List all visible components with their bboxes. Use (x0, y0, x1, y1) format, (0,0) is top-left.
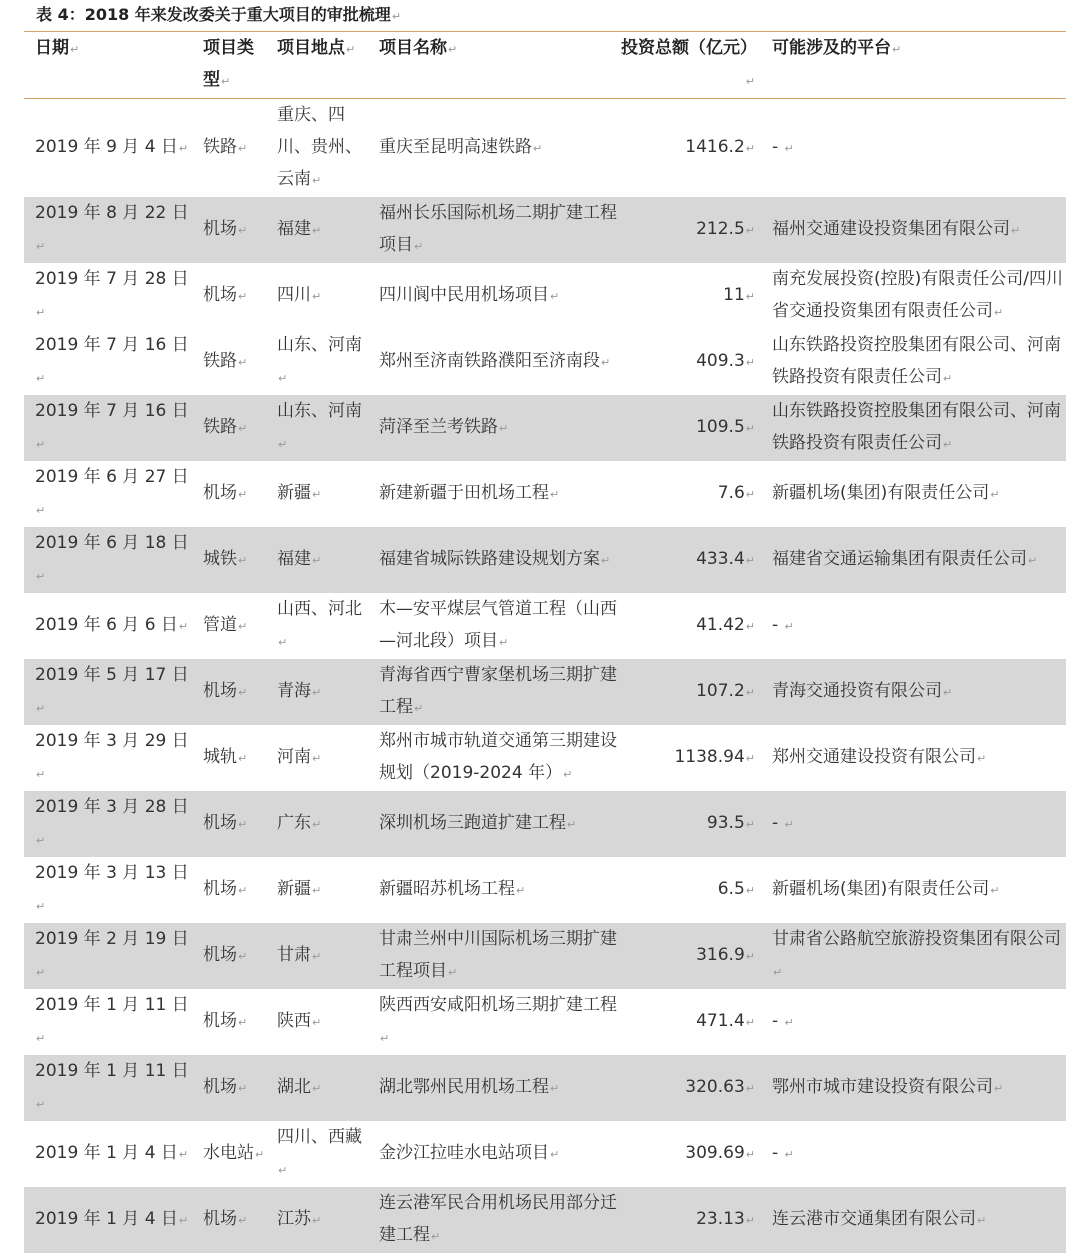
cell-date: 2019 年 1 月 11 日↵ (24, 989, 192, 1055)
table-row (24, 791, 1066, 857)
table-row (24, 857, 1066, 923)
cell-location: 河南↵ (266, 725, 368, 791)
paragraph-mark-icon: ↵ (990, 884, 999, 897)
table-row (24, 989, 1066, 1055)
paragraph-mark-icon: ↵ (746, 884, 755, 897)
cell-type: 铁路↵ (192, 329, 266, 395)
paragraph-mark-icon: ↵ (238, 818, 247, 831)
paragraph-mark-icon: ↵ (414, 702, 423, 715)
cell-platform: 山东铁路投资控股集团有限公司、河南铁路投资有限责任公司↵ (761, 395, 1066, 461)
header-date: 日期↵ (24, 32, 192, 99)
paragraph-mark-icon: ↵ (312, 174, 321, 187)
paragraph-mark-icon: ↵ (312, 950, 321, 963)
cell-location: 湖北↵ (266, 1055, 368, 1121)
cell-type: 机场↵ (192, 659, 266, 725)
paragraph-mark-icon: ↵ (746, 950, 755, 963)
paragraph-mark-icon: ↵ (785, 620, 794, 633)
paragraph-mark-icon: ↵ (414, 240, 423, 253)
table-row (24, 395, 1066, 461)
paragraph-mark-icon: ↵ (36, 240, 45, 253)
paragraph-mark-icon: ↵ (312, 884, 321, 897)
paragraph-mark-icon: ↵ (36, 702, 45, 715)
header-row (24, 32, 1066, 99)
cell-investment: 471.4↵ (621, 989, 761, 1055)
header-type: 项目类型↵ (192, 32, 266, 99)
cell-investment: 309.69↵ (621, 1121, 761, 1187)
paragraph-mark-icon: ↵ (255, 1148, 264, 1161)
cell-investment: 316.9↵ (621, 923, 761, 989)
cell-platform: - ↵ (761, 989, 1066, 1055)
table-row (24, 923, 1066, 989)
cell-date: 2019 年 3 月 13 日↵ (24, 857, 192, 923)
cell-investment: 11↵ (621, 263, 761, 329)
paragraph-mark-icon: ↵ (746, 554, 755, 567)
cell-type: 机场↵ (192, 857, 266, 923)
cell-investment: 1138.94↵ (621, 725, 761, 791)
paragraph-mark-icon: ↵ (238, 290, 247, 303)
paragraph-mark-icon: ↵ (746, 1148, 755, 1161)
cell-project-name: 福州长乐国际机场二期扩建工程项目↵ (368, 197, 621, 263)
cell-investment: 320.63↵ (621, 1055, 761, 1121)
paragraph-mark-icon: ↵ (746, 356, 755, 369)
paragraph-mark-icon: ↵ (238, 422, 247, 435)
cell-type: 机场↵ (192, 989, 266, 1055)
cell-platform: 山东铁路投资控股集团有限公司、河南铁路投资有限责任公司↵ (761, 329, 1066, 395)
cell-investment: 1416.2↵ (621, 99, 761, 198)
cell-investment: 107.2↵ (621, 659, 761, 725)
cell-type: 机场↵ (192, 197, 266, 263)
cell-project-name: 重庆至昆明高速铁路↵ (368, 99, 621, 198)
header-platform: 可能涉及的平台↵ (761, 32, 1066, 99)
paragraph-mark-icon: ↵ (550, 1082, 559, 1095)
cell-location: 四川↵ (266, 263, 368, 329)
paragraph-mark-icon: ↵ (601, 356, 610, 369)
paragraph-mark-icon: ↵ (533, 142, 542, 155)
cell-date: 2019 年 6 月 27 日↵ (24, 461, 192, 527)
paragraph-mark-icon: ↵ (550, 488, 559, 501)
cell-platform: 新疆机场(集团)有限责任公司↵ (761, 857, 1066, 923)
paragraph-mark-icon: ↵ (563, 768, 572, 781)
paragraph-mark-icon: ↵ (746, 142, 755, 155)
table-caption-text: 表 4：2018 年来发改委关于重大项目的审批梳理 (36, 5, 391, 24)
cell-type: 水电站↵ (192, 1121, 266, 1187)
paragraph-mark-icon: ↵ (36, 768, 45, 781)
table-row (24, 461, 1066, 527)
paragraph-mark-icon: ↵ (36, 504, 45, 517)
paragraph-mark-icon: ↵ (746, 818, 755, 831)
cell-project-name: 郑州至济南铁路濮阳至济南段↵ (368, 329, 621, 395)
paragraph-mark-icon: ↵ (238, 752, 247, 765)
paragraph-mark-icon: ↵ (36, 1098, 45, 1111)
table-row (24, 1187, 1066, 1253)
paragraph-mark-icon: ↵ (179, 1148, 188, 1161)
cell-project-name: 新疆昭苏机场工程↵ (368, 857, 621, 923)
paragraph-mark-icon: ↵ (746, 224, 755, 237)
cell-location: 新疆↵ (266, 461, 368, 527)
cell-location: 重庆、四川、贵州、云南↵ (266, 99, 368, 198)
cell-project-name: 福建省城际铁路建设规划方案↵ (368, 527, 621, 593)
paragraph-mark-icon: ↵ (179, 1214, 188, 1227)
cell-project-name: 四川阆中民用机场项目↵ (368, 263, 621, 329)
table-row (24, 527, 1066, 593)
paragraph-mark-icon: ↵ (312, 1082, 321, 1095)
cell-type: 机场↵ (192, 263, 266, 329)
paragraph-mark-icon: ↵ (785, 142, 794, 155)
paragraph-mark-icon: ↵ (312, 554, 321, 567)
paragraph-mark-icon: ↵ (36, 372, 45, 385)
paragraph-mark-icon: ↵ (312, 224, 321, 237)
paragraph-mark-icon: ↵ (499, 422, 508, 435)
paragraph-mark-icon: ↵ (36, 1032, 45, 1045)
paragraph-mark-icon: ↵ (36, 834, 45, 847)
paragraph-mark-icon: ↵ (312, 290, 321, 303)
header-location: 项目地点↵ (266, 32, 368, 99)
cell-date: 2019 年 3 月 29 日↵ (24, 725, 192, 791)
paragraph-mark-icon: ↵ (36, 570, 45, 583)
cell-location: 山西、河北↵ (266, 593, 368, 659)
paragraph-mark-icon: ↵ (785, 1148, 794, 1161)
cell-project-name: 新建新疆于田机场工程↵ (368, 461, 621, 527)
cell-project-name: 菏泽至兰考铁路↵ (368, 395, 621, 461)
paragraph-mark-icon: ↵ (977, 1214, 986, 1227)
cell-location: 福建↵ (266, 527, 368, 593)
cell-type: 铁路↵ (192, 99, 266, 198)
table-row (24, 263, 1066, 329)
cell-location: 福建↵ (266, 197, 368, 263)
paragraph-mark-icon: ↵ (238, 1082, 247, 1095)
paragraph-mark-icon: ↵ (380, 1032, 389, 1045)
paragraph-mark-icon: ↵ (278, 636, 287, 649)
cell-project-name: 金沙江拉哇水电站项目↵ (368, 1121, 621, 1187)
cell-investment: 41.42↵ (621, 593, 761, 659)
cell-platform: 甘肃省公路航空旅游投资集团有限公司↵ (761, 923, 1066, 989)
cell-type: 管道↵ (192, 593, 266, 659)
cell-project-name: 甘肃兰州中川国际机场三期扩建工程项目↵ (368, 923, 621, 989)
cell-location: 青海↵ (266, 659, 368, 725)
cell-date: 2019 年 1 月 4 日↵ (24, 1121, 192, 1187)
table-row (24, 1055, 1066, 1121)
paragraph-mark-icon: ↵ (601, 554, 610, 567)
paragraph-mark-icon: ↵ (431, 1230, 440, 1243)
cell-date: 2019 年 7 月 28 日↵ (24, 263, 192, 329)
cell-platform: - ↵ (761, 791, 1066, 857)
cell-type: 机场↵ (192, 1055, 266, 1121)
paragraph-mark-icon: ↵ (1028, 554, 1037, 567)
paragraph-mark-icon: ↵ (785, 1016, 794, 1029)
cell-location: 山东、河南↵ (266, 329, 368, 395)
paragraph-mark-icon: ↵ (550, 1148, 559, 1161)
cell-platform: 新疆机场(集团)有限责任公司↵ (761, 461, 1066, 527)
cell-investment: 7.6↵ (621, 461, 761, 527)
table-caption (36, 4, 401, 28)
cell-location: 广东↵ (266, 791, 368, 857)
cell-project-name: 连云港军民合用机场民用部分迁建工程↵ (368, 1187, 621, 1253)
header-name: 项目名称↵ (368, 32, 621, 99)
paragraph-mark-icon: ↵ (746, 422, 755, 435)
paragraph-mark-icon: ↵ (238, 356, 247, 369)
paragraph-mark-icon: ↵ (36, 900, 45, 913)
paragraph-mark-icon: ↵ (746, 620, 755, 633)
cell-date: 2019 年 1 月 4 日↵ (24, 1187, 192, 1253)
paragraph-mark-icon: ↵ (312, 686, 321, 699)
paragraph-mark-icon: ↵ (312, 752, 321, 765)
cell-date: 2019 年 5 月 17 日↵ (24, 659, 192, 725)
paragraph-mark-icon: ↵ (238, 224, 247, 237)
cell-platform: - ↵ (761, 99, 1066, 198)
paragraph-mark-icon: ↵ (785, 818, 794, 831)
header-investment: 投资总额（亿元）↵ (621, 32, 761, 99)
paragraph-mark-icon: ↵ (1011, 224, 1020, 237)
paragraph-mark-icon: ↵ (238, 1016, 247, 1029)
table-row (24, 1121, 1066, 1187)
cell-date: 2019 年 3 月 28 日↵ (24, 791, 192, 857)
paragraph-mark-icon: ↵ (746, 752, 755, 765)
paragraph-mark-icon: ↵ (943, 372, 952, 385)
cell-date: 2019 年 7 月 16 日↵ (24, 395, 192, 461)
table-row (24, 593, 1066, 659)
cell-investment: 433.4↵ (621, 527, 761, 593)
cell-location: 江苏↵ (266, 1187, 368, 1253)
paragraph-mark-icon: ↵ (994, 306, 1003, 319)
cell-project-name: 木—安平煤层气管道工程（山西—河北段）项目↵ (368, 593, 621, 659)
paragraph-mark-icon: ↵ (746, 686, 755, 699)
paragraph-mark-icon: ↵ (278, 1164, 287, 1177)
cell-location: 甘肃↵ (266, 923, 368, 989)
cell-platform: - ↵ (761, 1121, 1066, 1187)
cell-type: 城铁↵ (192, 527, 266, 593)
paragraph-mark-icon: ↵ (312, 818, 321, 831)
paragraph-mark-icon: ↵ (990, 488, 999, 501)
table-row (24, 197, 1066, 263)
paragraph-mark-icon: ↵ (516, 884, 525, 897)
paragraph-mark-icon: ↵ (746, 1082, 755, 1095)
cell-location: 山东、河南↵ (266, 395, 368, 461)
cell-project-name: 深圳机场三跑道扩建工程↵ (368, 791, 621, 857)
paragraph-mark-icon: ↵ (550, 290, 559, 303)
cell-date: 2019 年 8 月 22 日↵ (24, 197, 192, 263)
cell-location: 陕西↵ (266, 989, 368, 1055)
paragraph-mark-icon: ↵ (977, 752, 986, 765)
cell-type: 机场↵ (192, 461, 266, 527)
cell-platform: - ↵ (761, 593, 1066, 659)
cell-investment: 6.5↵ (621, 857, 761, 923)
cell-type: 机场↵ (192, 1187, 266, 1253)
cell-location: 四川、西藏↵ (266, 1121, 368, 1187)
paragraph-mark-icon: ↵ (448, 966, 457, 979)
table-row (24, 99, 1066, 198)
table-row (24, 659, 1066, 725)
cell-type: 铁路↵ (192, 395, 266, 461)
paragraph-mark-icon: ↵ (392, 10, 401, 23)
paragraph-mark-icon: ↵ (238, 142, 247, 155)
paragraph-mark-icon: ↵ (746, 290, 755, 303)
cell-investment: 109.5↵ (621, 395, 761, 461)
paragraph-mark-icon: ↵ (238, 620, 247, 633)
table-row (24, 725, 1066, 791)
cell-investment: 409.3↵ (621, 329, 761, 395)
table-header (24, 32, 1066, 99)
cell-investment: 93.5↵ (621, 791, 761, 857)
cell-type: 机场↵ (192, 791, 266, 857)
paragraph-mark-icon: ↵ (238, 884, 247, 897)
paragraph-mark-icon: ↵ (278, 438, 287, 451)
paragraph-mark-icon: ↵ (238, 488, 247, 501)
approval-table (24, 31, 1066, 1253)
cell-platform: 连云港市交通集团有限公司↵ (761, 1187, 1066, 1253)
cell-date: 2019 年 6 月 6 日↵ (24, 593, 192, 659)
paragraph-mark-icon: ↵ (746, 488, 755, 501)
paragraph-mark-icon: ↵ (36, 306, 45, 319)
cell-investment: 23.13↵ (621, 1187, 761, 1253)
paragraph-mark-icon: ↵ (179, 620, 188, 633)
paragraph-mark-icon: ↵ (36, 438, 45, 451)
paragraph-mark-icon: ↵ (238, 950, 247, 963)
paragraph-mark-icon: ↵ (238, 686, 247, 699)
paragraph-mark-icon: ↵ (36, 966, 45, 979)
cell-platform: 鄂州市城市建设投资有限公司↵ (761, 1055, 1066, 1121)
paragraph-mark-icon: ↵ (567, 818, 576, 831)
cell-platform: 福建省交通运输集团有限责任公司↵ (761, 527, 1066, 593)
paragraph-mark-icon: ↵ (312, 1214, 321, 1227)
paragraph-mark-icon: ↵ (746, 1016, 755, 1029)
cell-investment: 212.5↵ (621, 197, 761, 263)
cell-date: 2019 年 6 月 18 日↵ (24, 527, 192, 593)
cell-date: 2019 年 1 月 11 日↵ (24, 1055, 192, 1121)
cell-platform: 福州交通建设投资集团有限公司↵ (761, 197, 1066, 263)
paragraph-mark-icon: ↵ (499, 636, 508, 649)
cell-date: 2019 年 2 月 19 日↵ (24, 923, 192, 989)
paragraph-mark-icon: ↵ (312, 1016, 321, 1029)
paragraph-mark-icon: ↵ (179, 142, 188, 155)
paragraph-mark-icon: ↵ (773, 966, 782, 979)
cell-date: 2019 年 7 月 16 日↵ (24, 329, 192, 395)
cell-type: 机场↵ (192, 923, 266, 989)
paragraph-mark-icon: ↵ (943, 686, 952, 699)
cell-platform: 青海交通投资有限公司↵ (761, 659, 1066, 725)
paragraph-mark-icon: ↵ (994, 1082, 1003, 1095)
cell-project-name: 青海省西宁曹家堡机场三期扩建工程↵ (368, 659, 621, 725)
paragraph-mark-icon: ↵ (312, 488, 321, 501)
paragraph-mark-icon: ↵ (238, 1214, 247, 1227)
cell-project-name: 陕西西安咸阳机场三期扩建工程↵ (368, 989, 621, 1055)
cell-platform: 南充发展投资(控股)有限责任公司/四川省交通投资集团有限责任公司↵ (761, 263, 1066, 329)
cell-type: 城轨↵ (192, 725, 266, 791)
cell-project-name: 郑州市城市轨道交通第三期建设规划（2019-2024 年）↵ (368, 725, 621, 791)
cell-date: 2019 年 9 月 4 日↵ (24, 99, 192, 198)
cell-location: 新疆↵ (266, 857, 368, 923)
cell-platform: 郑州交通建设投资有限公司↵ (761, 725, 1066, 791)
cell-project-name: 湖北鄂州民用机场工程↵ (368, 1055, 621, 1121)
paragraph-mark-icon: ↵ (278, 372, 287, 385)
table-row (24, 329, 1066, 395)
table-body (24, 99, 1066, 1253)
paragraph-mark-icon: ↵ (943, 438, 952, 451)
paragraph-mark-icon: ↵ (746, 1214, 755, 1227)
paragraph-mark-icon: ↵ (238, 554, 247, 567)
